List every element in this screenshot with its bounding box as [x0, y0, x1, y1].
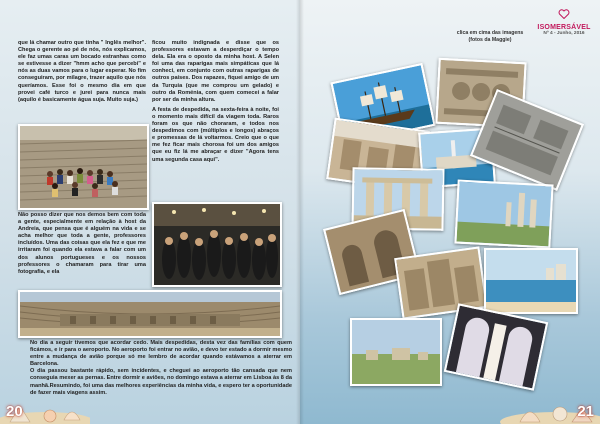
page-number-right: 21 [577, 403, 594, 420]
paragraph: No dia a seguir tivemos que acordar cedo. Mais despedidas, desta vez das famílias com quem ficámos, e ir para o aeroporto. No aeroporto foi entrar no avião, e devo ter estado a dormir mesmo entre a mudança de avião porque só me lembro de acordar quando estávamos a aterrar em Barcelona. [30, 340, 292, 368]
paragraph: A festa de despedida, na sexta-feira à noite, foi o momento mais difícil da viagem toda. Raros foram os que não choraram, e todos nos despedimos com (múltiplos e longos) abraços e promessas de lá voltarmos. Creio que o que me fez ficar mais chorosa foi um dos amigos que eu fiz lá me abraçar e dizer "Agora tens uma segunda casa aqui". [152, 106, 279, 163]
paragraph: O dia passou bastante rápido, sem incidentes, e cheguei ao aeroporto tão cansada que nem conseguia mexer as pernas. Entre dormir e aviões, no domingo estava a aterrar em Lisboa às 8 da manhã.Resumindo, foi uma das melhores experiências da minha vida, e espero ter a oportunidade de fazer mais viagens assim. [30, 368, 292, 396]
caption-line: clica em cima das imagens [456, 30, 524, 36]
photo-farewell-party[interactable] [152, 202, 282, 287]
caption-line: (fotos da Maggie) [468, 36, 512, 43]
left-col1-top-text [18, 40, 146, 107]
paragraph: ficou muito indignada e disse que os professores estavam a desperdiçar o tempo dela. Ela era o oposto da minha host. A Selen foi uma das raparigas mais simpáticas que lá conheci, em conjunto com outras raparigas de outros países. Dos rapazes, fiquei amigo de um da Turquia (que me comprou um gelado) e outro da Roménia, com quem comecei a falar por ser da minha altura. [152, 40, 279, 103]
photo-seaside-town[interactable] [484, 248, 578, 314]
paragraph: Não posso dizer que nos demos bem com toda a gente, especialmente em relação à host da Andreia, que pensa que é alguém na vida e se acha melhor que toda a gente, professores incluídos. Uma das coisas que ela fez e que me irritaram foi quando ela estava a falar com um dos alunos portugueses e os nossos professores o chamaram para tirar uma fotografia, e ela [18, 212, 146, 275]
magazine-brand [534, 6, 594, 36]
photo-column-row[interactable] [454, 180, 553, 249]
page-number-left: 20 [6, 403, 23, 420]
left-col2-text [152, 40, 279, 167]
issue-label: Nº 4 - Junho, 2016 [543, 31, 585, 36]
photo-field-ruins[interactable] [350, 318, 442, 386]
page-gutter [296, 0, 304, 424]
photo-group-amphitheatre[interactable] [18, 124, 149, 210]
paragraph: que lá chamar outro que tinha " Inglês melhor". Chega o gerente ao pé de nós, nós explicamos, ele faz umas caras um bocado estranhas como se estivesse a dizer "hmm acho que percebi" e nós as duas vamos para o lugar esperar. No fim conseguiram, por milagre, trazer aquilo que nós queríamos. Esse foi o mesmo dia em que provei café turco e jurei para nunca mais (aquilo é basicamente água suja. Muito suja.) [18, 40, 146, 103]
photo-ancient-theatre-panorama[interactable] [18, 290, 282, 338]
brand-name: ISOMERSÁVEL [537, 24, 591, 31]
gallery-caption [430, 30, 550, 43]
heart-logo-icon [558, 9, 570, 19]
left-col1-bottom-text [18, 212, 146, 279]
